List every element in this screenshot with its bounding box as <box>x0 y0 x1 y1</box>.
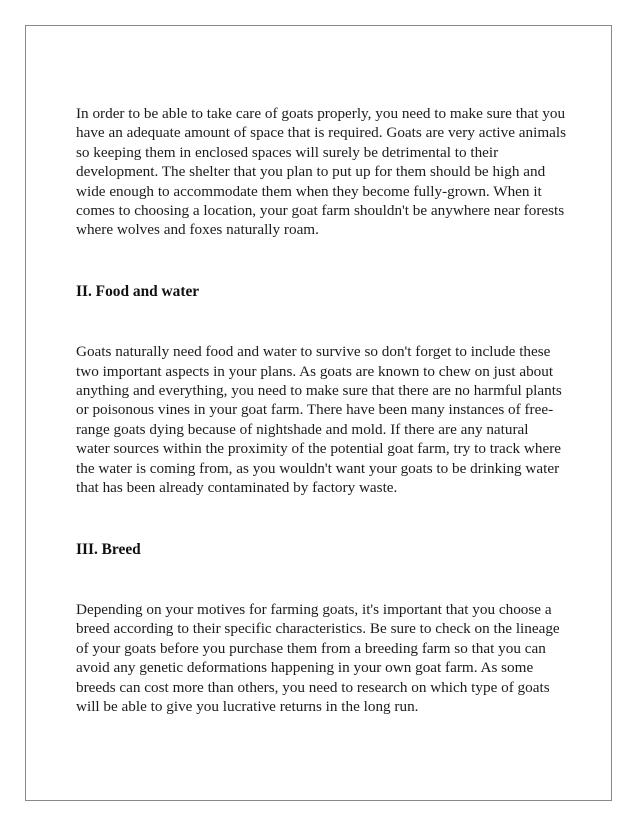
section-spacer <box>76 240 566 282</box>
section-spacer <box>76 559 566 600</box>
intro-paragraph: In order to be able to take care of goats properly, you need to make sure that you have an adequate amount of space that is required. Goats are very active animals so keeping them in enclosed spaces will surely be detrimental to their development. The shelter that you plan to put up for them should be high and wide enough to accommodate them when they become fully-grown. When it comes to choosing a location, your goat farm shouldn't be anywhere near forests where wolves and foxes naturally roam. <box>76 105 567 239</box>
section-heading-food-and-water: II. Food and water <box>76 282 200 300</box>
breed-paragraph: Depending on your motives for farming goats, it's important that you choose a breed according to their specific characteristics. Be sure to check on the lineage of your goats before you purchase them from a breeding farm so that you can avoid any genetic deformations happening in your own goat farm. As some breeds can cost more than others, you need to research on which type of goats will be able to give you lucrative returns in the long run. <box>76 600 560 715</box>
page-content <box>76 104 566 716</box>
section-heading-breed: III. Breed <box>76 540 141 558</box>
document-page <box>25 25 612 801</box>
section-spacer <box>76 301 566 342</box>
food-and-water-paragraph: Goats naturally need food and water to survive so don't forget to include these two important aspects in your plans. As goats are known to chew on just about anything and everything, you need to make sure that there are no harmful plants or poisonous vines in your goat farm. There have been many instances of free-range goats dying because of nightshade and mold. If there are any natural water sources within the proximity of the potential goat farm, try to track where the water is coming from, as you wouldn't want your goats to be drinking water that has been already contaminated by factory waste. <box>76 343 562 497</box>
section-spacer <box>76 498 566 540</box>
